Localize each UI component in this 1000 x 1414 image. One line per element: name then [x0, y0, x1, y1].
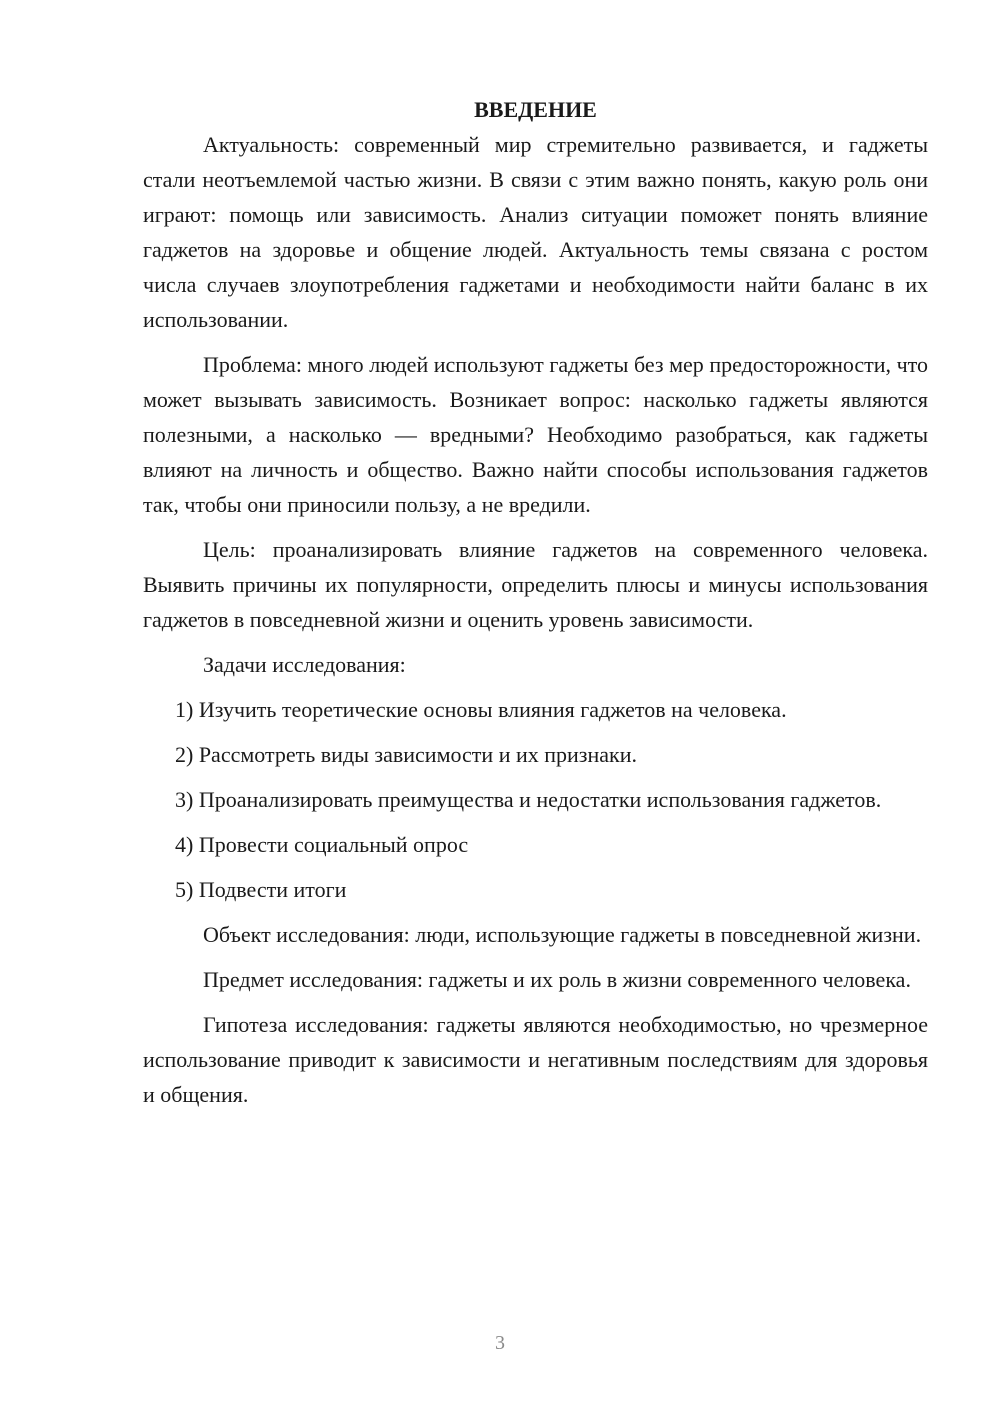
section-title: ВВЕДЕНИЕ — [474, 97, 597, 122]
paragraph-hypothesis: Гипотеза исследования: гаджеты являются необходимостью, но чрезмерное использование приводит к зависимости и негативным последствиям для здоровья и общения. — [143, 1012, 928, 1107]
task-item: 5) Подвести итоги — [175, 877, 347, 902]
document-page — [143, 92, 928, 1122]
task-item: 1) Изучить теоретические основы влияния гаджетов на человека. — [175, 697, 787, 722]
page-number: 3 — [495, 1332, 505, 1354]
paragraph-problem: Проблема: много людей используют гаджеты без мер предосторожности, что может вызывать зависимость. Возникает вопрос: насколько гаджеты являются полезными, а насколько — вредными? Необходимо разобраться, как гаджеты влияют на личность и общество. Важно найти способы использования гаджетов так, чтобы они приносили пользу, а не вредили. — [143, 352, 928, 517]
paragraph-object: Объект исследования: люди, использующие гаджеты в повседневной жизни. — [203, 922, 922, 947]
paragraph-relevance: Актуальность: современный мир стремительно развивается, и гаджеты стали неотъемлемой частью жизни. В связи с этим важно понять, какую роль они играют: помощь или зависимость. Анализ ситуации поможет понять влияние гаджетов на здоровье и общение людей. Актуальность темы связана с ростом числа случаев злоупотребления гаджетами и необходимости найти баланс в их использовании. — [143, 132, 928, 332]
paragraph-goal: Цель: проанализировать влияние гаджетов на современного человека. Выявить причины их популярности, определить плюсы и минусы использования гаджетов в повседневной жизни и оценить уровень зависимости. — [143, 537, 928, 632]
paragraph-subject: Предмет исследования: гаджеты и их роль в жизни современного человека. — [203, 967, 911, 992]
task-item: 4) Провести социальный опрос — [175, 832, 469, 857]
task-item: 3) Проанализировать преимущества и недостатки использования гаджетов. — [175, 787, 882, 812]
task-item: 2) Рассмотреть виды зависимости и их признаки. — [175, 742, 637, 767]
tasks-heading: Задачи исследования: — [203, 652, 406, 677]
